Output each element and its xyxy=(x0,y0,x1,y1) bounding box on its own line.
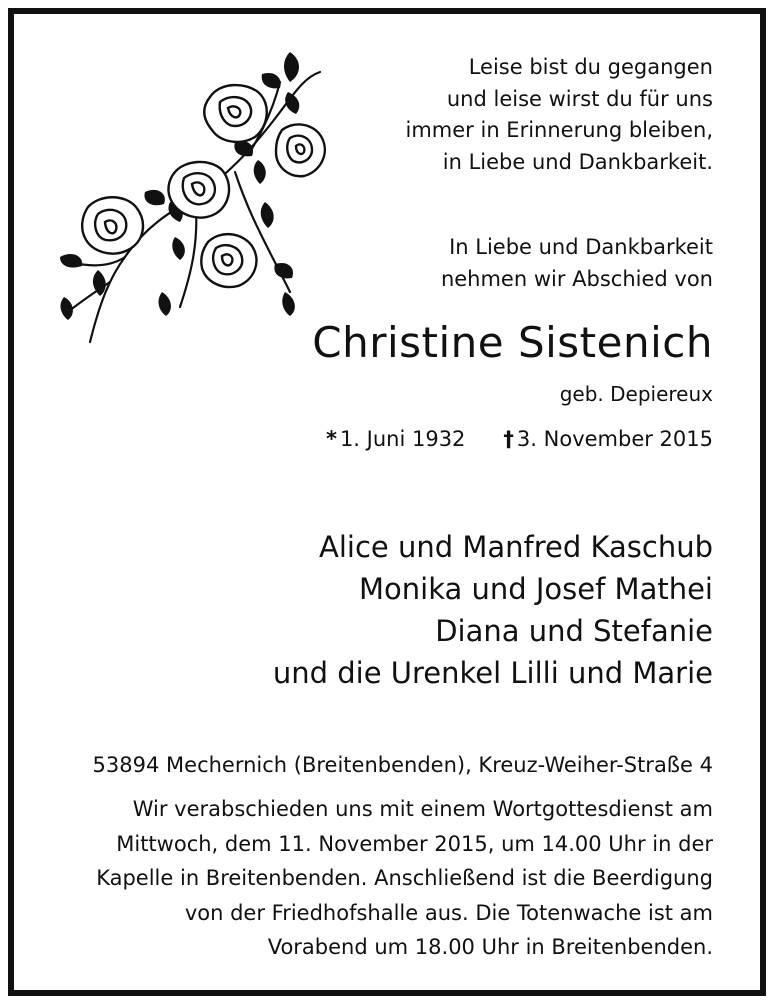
maiden-name: geb. Depiereux xyxy=(559,382,713,406)
life-dates xyxy=(326,424,713,454)
intro-line: nehmen wir Abschied von xyxy=(440,266,713,291)
farewell-intro xyxy=(293,232,713,295)
family-mourners xyxy=(153,526,713,694)
service-line: Wir verabschieden uns mit einem Wortgottesdienst am xyxy=(132,797,713,821)
deceased-name: Christine Sistenich xyxy=(312,318,713,367)
poem-line: Leise bist du gegangen xyxy=(468,55,713,79)
death-date-group xyxy=(503,424,713,454)
birth-star-icon: * xyxy=(325,427,337,451)
death-date: 3. November 2015 xyxy=(516,427,713,451)
birth-date-group xyxy=(326,424,465,454)
poem-line: in Liebe und Dankbarkeit. xyxy=(442,149,713,174)
family-line: Monika und Josef Mathei xyxy=(359,572,713,606)
service-line: Vorabend um 18.00 Uhr in Breitenbenden. xyxy=(267,935,713,959)
poem xyxy=(293,52,713,178)
family-line: und die Urenkel Lilli und Marie xyxy=(272,656,713,690)
family-line: Alice und Manfred Kaschub xyxy=(319,530,713,564)
service-notice xyxy=(33,792,713,965)
service-line: von der Friedhofshalle aus. Die Totenwache ist am xyxy=(184,900,713,925)
poem-line: immer in Erinnerung bleiben, xyxy=(405,118,713,142)
death-cross-icon: † xyxy=(503,427,514,451)
birth-date: 1. Juni 1932 xyxy=(339,427,466,451)
poem-line: und leise wirst du für uns xyxy=(446,86,713,111)
service-line: Mittwoch, dem 11. November 2015, um 14.00 Uhr in der xyxy=(116,831,713,856)
service-line: Kapelle in Breitenbenden. Anschließend ist die Beerdigung xyxy=(96,866,713,890)
mourning-address: 53894 Mechernich (Breitenbenden), Kreuz-Weiher-Straße 4 xyxy=(92,753,713,777)
intro-line: In Liebe und Dankbarkeit xyxy=(449,235,713,259)
family-line: Diana und Stefanie xyxy=(435,614,713,648)
